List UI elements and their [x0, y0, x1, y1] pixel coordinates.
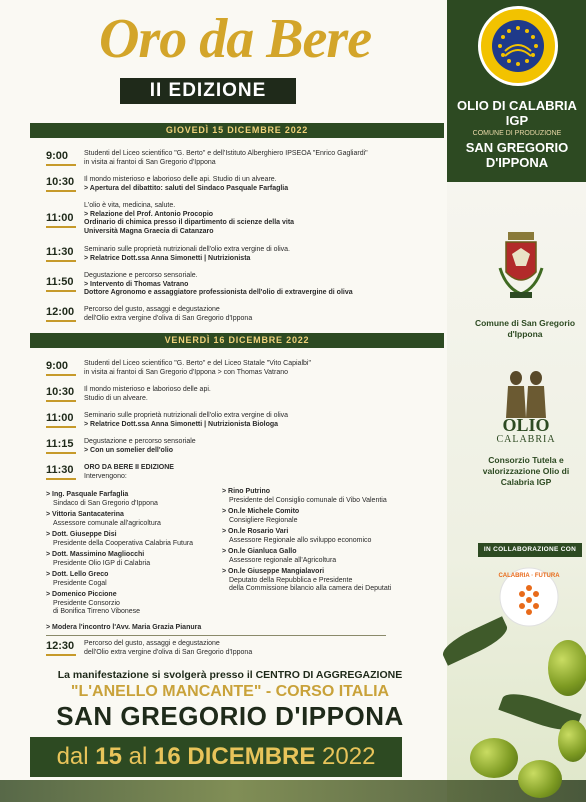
item-description: [84, 246, 444, 263]
speaker-role: Presidente Cogal: [53, 579, 107, 587]
desc-line: dell'Olio extra vergine d'oliva di San Gregorio d'Ippona: [84, 648, 253, 656]
speaker-role: Assessore comunale all'agricoltura: [53, 519, 161, 527]
item-time: 11:30: [46, 464, 74, 476]
desc-line: Ordinario di chimica presso il dipartimento di scienze della vita: [84, 219, 295, 226]
date-start: 15: [95, 743, 122, 770]
time-underline: [46, 226, 76, 228]
item-time: 12:00: [46, 306, 75, 318]
speaker-name: > On.le Gianluca Gallo: [222, 548, 297, 555]
bronze-statues-icon: [496, 368, 556, 418]
item-time: 9:00: [46, 150, 69, 162]
item-time: 10:30: [46, 176, 75, 188]
olive-leaves-decoration: [0, 780, 586, 802]
comune-label: Comune di San Gregorio d'Ippona: [474, 318, 576, 339]
desc-line: > Relazione del Prof. Antonio Procopio: [84, 210, 214, 218]
time-underline: [46, 320, 76, 322]
desc-line: in visita ai frantoi di San Gregorio d'Ippona > con Thomas Vatrano: [84, 368, 289, 376]
desc-line: Studio di un alveare.: [84, 394, 148, 402]
time-underline: [46, 426, 76, 428]
desc-line: Percorso del gusto, assaggi e degustazione: [84, 306, 220, 313]
speaker: [46, 571, 221, 588]
item-description: [84, 306, 444, 323]
desc-line: Il mondo misterioso e laborioso delle api.: [84, 386, 211, 393]
speaker-role: Sindaco di San Gregorio d'Ippona: [53, 499, 158, 507]
date-dal: dal: [56, 743, 89, 770]
item-time: 11:00: [46, 412, 74, 424]
item-description: [84, 176, 444, 193]
item-description: [84, 386, 444, 403]
desc-line: Università Magna Graecia di Catanzaro: [84, 227, 214, 235]
desc-line: Degustazione e percorso sensoriale.: [84, 272, 198, 279]
edition-badge: II EDIZIONE: [120, 78, 296, 104]
time-underline: [46, 654, 76, 656]
olio-calabria-logo: [486, 416, 566, 445]
speaker-name: > Domenico Piccione: [46, 591, 117, 598]
speaker-role: Presidente della Cooperativa Calabria Futura: [53, 539, 194, 547]
olio-logo-word: OLIO: [502, 415, 550, 435]
desc-line: Seminario sulle proprietà nutrizionali dell'olio extra vergine di oliva: [84, 412, 289, 419]
consorzio-label: Consorzio Tutela e valorizzazione Olio di Calabria IGP: [482, 455, 570, 487]
venue-intro: La manifestazione si svolgerà presso il CENTRO DI AGGREGAZIONE: [57, 669, 403, 681]
speaker: [222, 568, 432, 594]
speaker-role: Deputato della Repubblica e Presidente: [229, 576, 353, 584]
desc-line: > Relatrice Dott.ssa Anna Simonetti | Nutrizionista: [84, 254, 251, 262]
time-underline: [46, 260, 76, 262]
speaker-name: > On.le Giuseppe Mangialavori: [222, 568, 325, 575]
speaker-role: di Bonifica Tirreno Vibonese: [53, 608, 141, 615]
item-description: [84, 412, 444, 429]
desc-line: Seminario sulle proprietà nutrizionali dell'olio extra vergine di oliva.: [84, 246, 290, 253]
speaker: [46, 551, 221, 568]
speaker-name: > On.le Rosario Vari: [222, 528, 289, 535]
desc-line: ORO DA BERE II EDIZIONE: [84, 464, 174, 471]
item-time: 9:00: [46, 360, 69, 372]
speaker-name: > Vittoria Santacaterina: [46, 511, 124, 518]
coat-of-arms-icon: [498, 232, 544, 302]
item-time: 11:30: [46, 246, 74, 258]
time-underline: [46, 164, 76, 166]
item-time: 11:50: [46, 276, 74, 288]
time-underline: [46, 478, 76, 480]
speaker-role: Assessore Regionale allo sviluppo economico: [229, 536, 372, 544]
speaker: [46, 491, 221, 508]
item-description: [84, 438, 444, 455]
item-description: [84, 464, 444, 481]
speaker-name: > On.le Michele Comito: [222, 508, 300, 515]
speaker-role: Consigliere Regionale: [229, 516, 298, 524]
calabria-futura-logo: [498, 566, 560, 628]
collab-logo-text: CALABRIA · FUTURA: [498, 573, 560, 579]
desc-line: > Con un somelier dell'olio: [84, 446, 173, 454]
speaker: [222, 508, 432, 525]
venue-name: "L'ANELLO MANCANTE" - CORSO ITALIA: [70, 683, 390, 700]
desc-line: > Apertura del dibattito: saluti del Sindaco Pasquale Farfaglia: [84, 184, 289, 192]
olive-icon: [548, 640, 586, 696]
side-place: SAN GREGORIO D'IPPONA: [465, 140, 569, 170]
desc-line: Percorso del gusto, assaggi e degustazione: [84, 640, 220, 647]
collab-label: IN COLLABORAZIONE CON: [478, 543, 582, 557]
speaker-role: Presidente del Consiglio comunale di Vibo Valentia: [229, 496, 387, 504]
time-underline: [46, 290, 76, 292]
item-time: 10:30: [46, 386, 75, 398]
speaker-name: > Dott. Massimino Magliocchi: [46, 551, 145, 558]
olive-icon: [518, 760, 562, 798]
item-description: [84, 360, 444, 377]
event-dates: [30, 737, 402, 777]
speaker: [222, 488, 432, 505]
desc-line: L'olio è vita, medicina, salute.: [84, 202, 176, 209]
side-comune-small: COMUNE DI PRODUZIONE: [472, 130, 562, 137]
item-description: [84, 640, 444, 657]
time-underline: [46, 374, 76, 376]
speaker-name: > Dott. Lello Greco: [46, 571, 109, 578]
day1-date-bar: GIOVEDÌ 15 DICEMBRE 2022: [30, 123, 444, 138]
side-title: OLIO DI CALABRIA IGP: [457, 98, 577, 128]
desc-line: Dottore Agronomo e assaggiatore professionista dell'olio di extravergine di oliva: [84, 289, 353, 296]
speaker: [46, 531, 221, 548]
event-brand-title: Oro da Bere: [98, 8, 372, 70]
date-al: al: [128, 743, 148, 770]
speaker-role: Assessore regionale all'Agricoltura: [229, 556, 337, 564]
olio-logo-region: CALABRIA: [496, 434, 556, 445]
time-underline: [46, 190, 76, 192]
speaker: [222, 548, 432, 565]
speaker-name: > Dott. Giuseppe Disi: [46, 531, 117, 538]
desc-line: Intervengono:: [84, 472, 127, 480]
desc-line: Studenti del Liceo scientifico "G. Berto" e dell'Istituto Alberghiero IPSEOA "Enrico Gagliardi": [84, 150, 368, 157]
item-description: [84, 272, 444, 298]
date-year: 2022: [322, 743, 376, 770]
speaker-name: > Rino Putrino: [222, 488, 271, 495]
speaker: [222, 528, 432, 545]
speaker-name: > Ing. Pasquale Farfaglia: [46, 491, 129, 498]
speaker-role: Presidente Olio IGP di Calabria: [53, 559, 151, 567]
item-time: 11:00: [46, 212, 74, 224]
venue-town: SAN GREGORIO D'IPPONA: [56, 701, 404, 731]
moderator-line: > Modera l'incontro l'Avv. Maria Grazia Pianura: [46, 624, 202, 631]
desc-line: Il mondo misterioso e laborioso delle api. Studio di un alveare.: [84, 176, 277, 183]
desc-line: Degustazione e percorso sensoriale: [84, 438, 196, 445]
speaker: [46, 511, 221, 528]
speaker-role: Presidente Consorzio: [53, 599, 120, 607]
item-description: [84, 150, 444, 167]
time-underline: [46, 400, 76, 402]
item-time: 12:30: [46, 640, 75, 652]
day2-date-bar: VENERDÌ 16 DICEMBRE 2022: [30, 333, 444, 348]
item-description: [84, 202, 444, 236]
item-time: 11:15: [46, 438, 74, 450]
desc-line: > Intervento di Thomas Vatrano: [84, 280, 189, 288]
olive-icon: [470, 738, 518, 778]
igp-seal-icon: [478, 6, 558, 86]
desc-line: in visita ai frantoi di San Gregorio d'Ippona: [84, 158, 216, 166]
desc-line: dell'Olio extra vergine d'oliva di San Gregorio d'Ippona: [84, 314, 253, 322]
desc-line: > Relatrice Dott.ssa Anna Simonetti | Nutrizionista Biologa: [84, 420, 279, 428]
time-underline: [46, 452, 76, 454]
speaker-role: della Commissione bilancio alla camera dei Deputati: [229, 585, 392, 592]
olive-icon: [558, 720, 586, 762]
desc-line: Studenti del Liceo scientifico "G. Berto" e del Liceo Statale "Vito Capialbi": [84, 360, 311, 367]
date-end: 16 DICEMBRE: [154, 743, 316, 770]
divider: [46, 635, 386, 636]
speaker: [46, 591, 221, 617]
